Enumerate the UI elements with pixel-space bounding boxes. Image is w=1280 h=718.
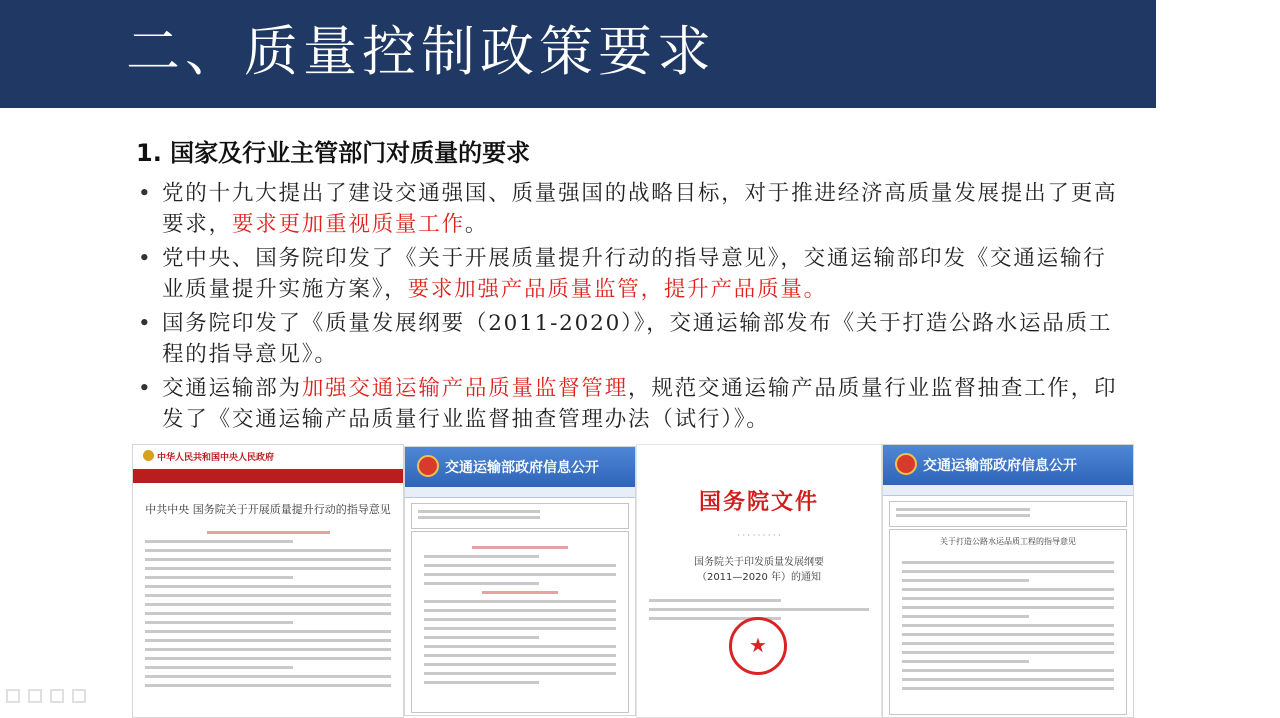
prev-slide-icon[interactable] <box>6 689 20 703</box>
doc-meta-box <box>889 501 1127 527</box>
doc-screenshot-mot-quality-project <box>882 444 1134 718</box>
bullet-dot: • <box>138 181 153 206</box>
mot-site-name: 交通运输部政府信息公开 <box>923 458 1077 474</box>
mot-tabs <box>883 485 1133 496</box>
bullet-item: • 交通运输部为加强交通运输产品质量监督管理，规范交通运输产品质量行业监督抽查工作，印发了《交通运输产品质量行业监督抽查管理办法（试行）》。 <box>136 373 1126 435</box>
doc-screenshot-state-council: 国务院文件 · · · · · · · · · 国务院关于印发质量发展纲要 （2011—2020 年）的通知 ★ <box>636 444 882 718</box>
title-banner <box>0 0 1156 108</box>
official-seal-icon: ★ <box>729 617 787 675</box>
bullet-dot: • <box>138 246 153 271</box>
bullet-item: • 党中央、国务院印发了《关于开展质量提升行动的指导意见》，交通运输部印发《交通运输行业质量提升实施方案》，要求加强产品质量监管，提升产品质量。 <box>136 243 1126 305</box>
mot-tabs <box>405 487 635 498</box>
section-heading: 1. 国家及行业主管部门对质量的要求 <box>136 139 531 167</box>
document-screenshots <box>0 440 1280 718</box>
pen-icon[interactable] <box>28 689 42 703</box>
mot-site-name: 交通运输部政府信息公开 <box>445 460 599 476</box>
bullet-list <box>136 178 1126 438</box>
highlight-text: 加强交通运输产品质量监督管理 <box>301 376 629 401</box>
gov-site-name: 中华人民共和国中央人民政府 <box>157 453 275 463</box>
doc-screenshot-mot-plan <box>404 446 636 716</box>
national-emblem-icon <box>143 450 154 461</box>
highlight-text: 要求加强产品质量监管，提升产品质量。 <box>407 277 827 302</box>
doc-body-text <box>133 517 403 701</box>
state-council-doc-subtitle: 国务院关于印发质量发展纲要 <box>694 557 824 568</box>
state-council-doc-title: 国务院文件 <box>698 490 819 515</box>
bullet-item: • 党的十九大提出了建设交通强国、质量强国的战略目标，对于推进经济高质量发展提出了更高要求，要求更加重视质量工作。 <box>136 178 1126 240</box>
state-council-doc-years: （2011—2020 年）的通知 <box>696 572 822 583</box>
doc-content-box <box>411 531 629 713</box>
bullet-dot: • <box>138 376 153 401</box>
slideshow-toolbar[interactable] <box>6 688 116 710</box>
doc-meta-box <box>411 503 629 529</box>
next-slide-icon[interactable] <box>72 689 86 703</box>
gov-nav-bar <box>133 471 403 483</box>
bullet-item: • 国务院印发了《质量发展纲要（2011-2020）》，交通运输部发布《关于打造公路水运品质工程的指导意见》。 <box>136 308 1126 370</box>
bullet-dot: • <box>138 311 153 336</box>
emblem-icon <box>417 455 439 477</box>
doc-title: 关于打造公路水运品质工程的指导意见 <box>940 537 1076 546</box>
slide-title: 二、质量控制政策要求 <box>126 20 716 83</box>
menu-icon[interactable] <box>50 689 64 703</box>
doc-content-box <box>889 529 1127 715</box>
highlight-text: 要求更加重视质量工作 <box>231 212 465 237</box>
doc-screenshot-gov-guideline <box>132 444 404 718</box>
gov-doc-title: 中共中央 国务院关于开展质量提升行动的指导意见 <box>145 503 391 516</box>
emblem-icon <box>895 453 917 475</box>
